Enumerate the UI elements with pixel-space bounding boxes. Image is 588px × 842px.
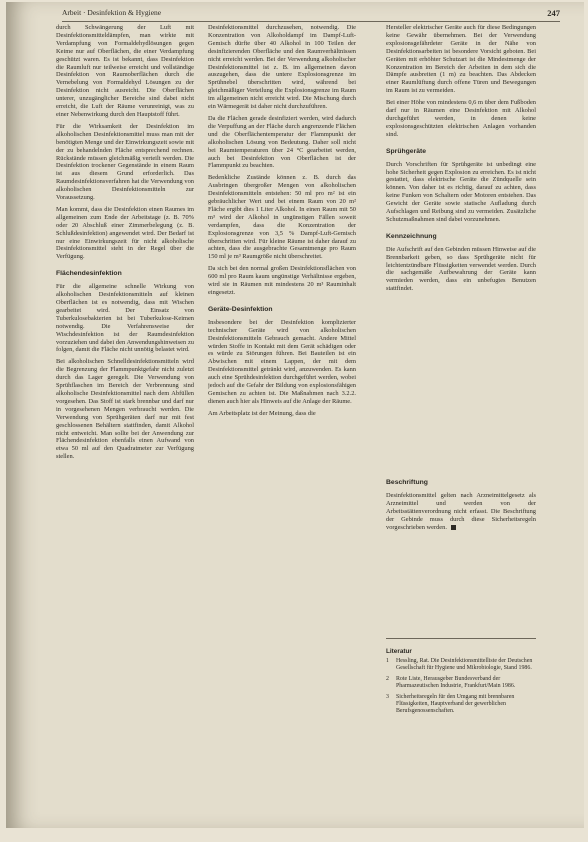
section-heading: Geräte-Desinfektion: [208, 305, 273, 313]
literature-divider: [386, 638, 536, 639]
literature-section: [386, 642, 536, 719]
literature-list: [386, 658, 536, 715]
literature-number: 3: [386, 694, 389, 700]
page-number: 247: [547, 8, 560, 18]
paragraph: Für die allgemeine schnelle Wirkung von alkoholischen Desinfektionsmitteln auf kleinen Oberflächen ist es notwendig, dass mit Wischen gearbeitet wird. Der Einsatz von Tuberkulosebakterien ist bei Tuberkulose-Keimen notwendig. Die Verfahrensweise der Wischdesinfektion ist der Raumdesinfektion vorzuziehen und dabei den Anwendungshinweisen zu folgen, damit die Fläche nicht unnötig belastet wird.: [56, 283, 194, 354]
section-heading: Kennzeichnung: [386, 232, 437, 240]
section-heading: Beschriftung: [386, 479, 428, 486]
paragraph: Da die Flächen gerade desinfiziert werden, wird dadurch die Verpuffung an der Fläche durch angrenzende Flächen und die Oberflächentemperatur der Flammpunkt der alkoholischen Lösung von Bedeutung. Daher soll nicht bei Raumtemperaturen über 24 °C gearbeitet werden, auch bei Desinfektion von Oberflächen ist der Flammpunkt zu beachten.: [208, 114, 356, 170]
running-header: [62, 8, 560, 22]
literature-item: [386, 676, 536, 690]
column-3-lower: [386, 470, 536, 535]
header-title: Arbeit · Desinfektion & Hygiene: [62, 8, 162, 17]
literature-item: [386, 658, 536, 672]
paragraph: Bei einer Höhe von mindestens 0,6 m über dem Fußboden darf nur in Räumen eine Desinfektion mit Alkohol durchgeführt werden, in denen keine explosionsgeschützten elektrischen Anlagen vorhanden sind.: [386, 99, 536, 138]
section-heading: Flächendesinfektion: [56, 270, 122, 278]
literature-item: [386, 694, 536, 715]
paragraph: Die Aufschrift auf den Gebinden müssen Hinweise auf die Brennbarkeit geben, so dass Sprühgeräte nicht für leichtentzündbare Flüssigkeiten verwendet werden. Durch die sachgemäße Aufbewahrung der Geräte kann vermieden werden, dass ein unbefugtes Benutzen stattfindet.: [386, 245, 536, 293]
literature-text: Hessling, Rat. Die Desinfektionsmittelliste der Deutschen Gesellschaft für Hygiene und Mikrobiologie, Stand 1986.: [396, 658, 533, 671]
paragraph-text: Desinfektionsmittel gelten nach Arzneimittelgesetz als Arzneimittel und werden von der Arbeitsstättenverordnung nicht erfasst. Die Beschriftung der Gebinde muss durch diese Sicherheitsregeln vorgeschrieben werden.: [386, 491, 536, 531]
paragraph: Am Arbeitsplatz ist der Meinung, dass die: [208, 409, 316, 417]
paragraph: Bedenkliche Zustände können z. B. durch das Ausbringen übergroßer Mengen von alkoholischen Desinfektionsmitteln entstehen: 50 ml pro m² ist ein gebräuchlicher Wert und bei einem Raum von 20 m² Fläche ergibt dies 1 Liter Alkohol. In einen Raum mit 50 m³ wird der Alkohol in ungünstigen Fällen soweit verdampfen, dass die Konzentration der Explosionsgrenze von 3,5 % Dampf-Luft-Gemisch überschritten wird. Für kleine Räume ist daher darauf zu achten, dass die ausgebrachte Gesamtmenge pro Raum 150 ml je m³ Raumgröße nicht überschreitet.: [208, 174, 356, 261]
column-2: [208, 24, 356, 784]
paragraph: [386, 492, 536, 532]
paragraph: Durch Vorschriften für Sprühgeräte ist unbedingt eine hohe Sicherheit gegen Explosion zu erreichen. Es ist nicht gestattet, dass elektrische Geräte die Zündquelle sein können. Von daher ist es richtig, darauf zu achten, dass keine Funken von Schaltern oder Motoren entstehen. Das Gewicht der Geräte sowie statische Aufladung durch Aufschlagen und Reibung sind zu vermeiden. Zusätzliche Schutzmaßnahmen sind dabei vorzunehmen.: [386, 160, 536, 223]
literature-number: 2: [386, 676, 389, 682]
literature-heading: Literatur: [386, 648, 412, 655]
paragraph: Für die Wirksamkeit der Desinfektion im alkoholischen Desinfektionsmittel muss man mit der benötigten Menge und der Einwirkungszeit sowie mit der zu behandelnden Fläche entsprechend rechnen. Rückstände müssen gleichmäßig verteilt werden. Die Desinfektion trockener Gegenstände in einem Raum ist aus diesem Grund erforderlich. Das Raumdesinfektionsverfahren hat die Verwendung von alkoholischen Desinfektionsmitteln zur Voraussetzung.: [56, 122, 194, 202]
paragraph: durch Schwängerung der Luft mit Desinfektionsmitteldämpfen, man wirkte mit Verdampfung von Formaldehydlösungen gegen Keime nur auf Oberflächen, die einer Verdampfung geschützt waren. Es ist bekannt, dass Desinfektion die Raumluft nur teilweise erreicht und vollständige Desinfektion von Raumoberflächen durch die Vernebelung von Formaldehyd Lösungen zu der Desinfektion nicht ausreicht. Die Oberflächen unterer, unzugänglicher Bereiche sind dabei nicht erreicht, die Luft der Räume verunreinigt, was zu einer Nebenwirkung durch den Hauptstoff führt.: [56, 24, 194, 118]
paragraph: Man kommt, dass die Desinfektion einen Raumes im allgemeinen zum Ende der Arbeitstage (z. B. 70% oder 20 Abschluß einer Zimmerbelegung (z. B. Schlußdesinfektion) angewendet wird. Der Bedarf ist nur eine Einwirkungszeit für nicht alkoholische Desinfektionsmittel steht in der Regel über die Verfügung.: [56, 205, 194, 261]
column-1: [56, 24, 194, 818]
paragraph: Da sich bei den normal großen Desinfektionsflächen von 600 ml pro Raum kaum ungünstige Verhältnisse ergeben, wird sie in Räumen mit mindestens 20 m³ Rauminhalt eingesetzt.: [208, 265, 356, 296]
paragraph: Insbesondere bei der Desinfektion komplizierter technischer Geräte wird von alkoholischen Desinfektionsmitteln Gebrauch gemacht. Andere Mittel würden Stoffe in Kontakt mit dem Gerät schädigen oder es würde zu Störungen führen. Bei Bauteilen ist ein Abwischen mit einem Lappen, der mit dem Desinfektionsmittel getränkt wird, anzuwenden. Es kann auch eine Sprühdesinfektion durchgeführt werden, wobei jedoch auf die Gefahr der Bildung von explosionsfähigen Gemischen zu achten ist. Die Maßnahmen nach 3.2.2. dienen auch hier als Hinweis auf die Anlage der Räume.: [208, 318, 356, 405]
page: [6, 2, 584, 828]
section-heading: Sprühgeräte: [386, 147, 427, 155]
paragraph: Desinfektionsmittel durchzusehen, notwendig. Die Konzentration von Alkoholdampf im Dampf-Luft-Gemisch dürfte über 40 Alkohol in 100 Teilen der desinfizierenden Oberfläche und den Raumverhältnissen nicht erreicht werden. Bei der Verwendung alkoholischer Desinfektionsmittel ist z. B. im allgemeinen davon auszugehen, dass die untere Explosionsgrenze im Sprühnebel überschritten wird, während bei gleichmäßiger Verteilung die Explosionsgrenze im Raum im allgemeinen nicht erreicht wird. Die Mischung durch ein Wärmegerät ist daher nicht durchzuführen.: [208, 24, 356, 111]
literature-text: Sicherheitsregeln für den Umgang mit brennbaren Flüssigkeiten, Hauptverband der gewerblichen Berufsgenossenschaften.: [396, 694, 515, 714]
paragraph: Bei alkoholischen Schnelldesinfektionsmitteln wird die Begrenzung der Flammpunktgefahr nicht zuletzt durch das Lager geregelt. Die Verwendung von Sprühflaschen im Bereich der Verbrennung sind alkoholische Desinfektionsmittel nach dem Abfüllen vorgesehen. Das Stoff ist stark brennbar und darf nur in vorgesehenen Mengen verbraucht werden. Die Verwendung von Sprühgeräten darf nur mit fest geschlossenen Behältern stattfinden, damit Alkohol nicht entweicht. Man sollte bei der Anwendung zur Flächendesinfektion ebenfalls einen Aufwand von etwa 50 ml auf den Quadratmeter zur Verfügung stellen.: [56, 358, 194, 461]
column-3: [386, 24, 536, 454]
literature-number: 1: [386, 658, 389, 664]
literature-text: Rote Liste, Herausgeber Bundesverband der Pharmazeutischen Industrie, Frankfurt/Main 1986.: [396, 676, 516, 689]
end-of-article-mark: [451, 525, 456, 530]
paragraph: Hersteller elektrischer Geräte auch für diese Bedingungen keine Gewähr übernehmen. Bei der Verwendung explosionsgefährdeter Geräte in der Nähe von Desinfektionsarbeiten ist besondere Vorsicht geboten. Bei Geräten mit erhöhter Schutzart ist die Mindestmenge der Konzentration im Bereich der Arbeiten in dem sich die Dämpfe ausbreiten (1 m) zu beachten. Das Abdecken einer Raumlüftung durch offene Türen und Bewegungen im Raum ist zu vermeiden.: [386, 24, 536, 95]
